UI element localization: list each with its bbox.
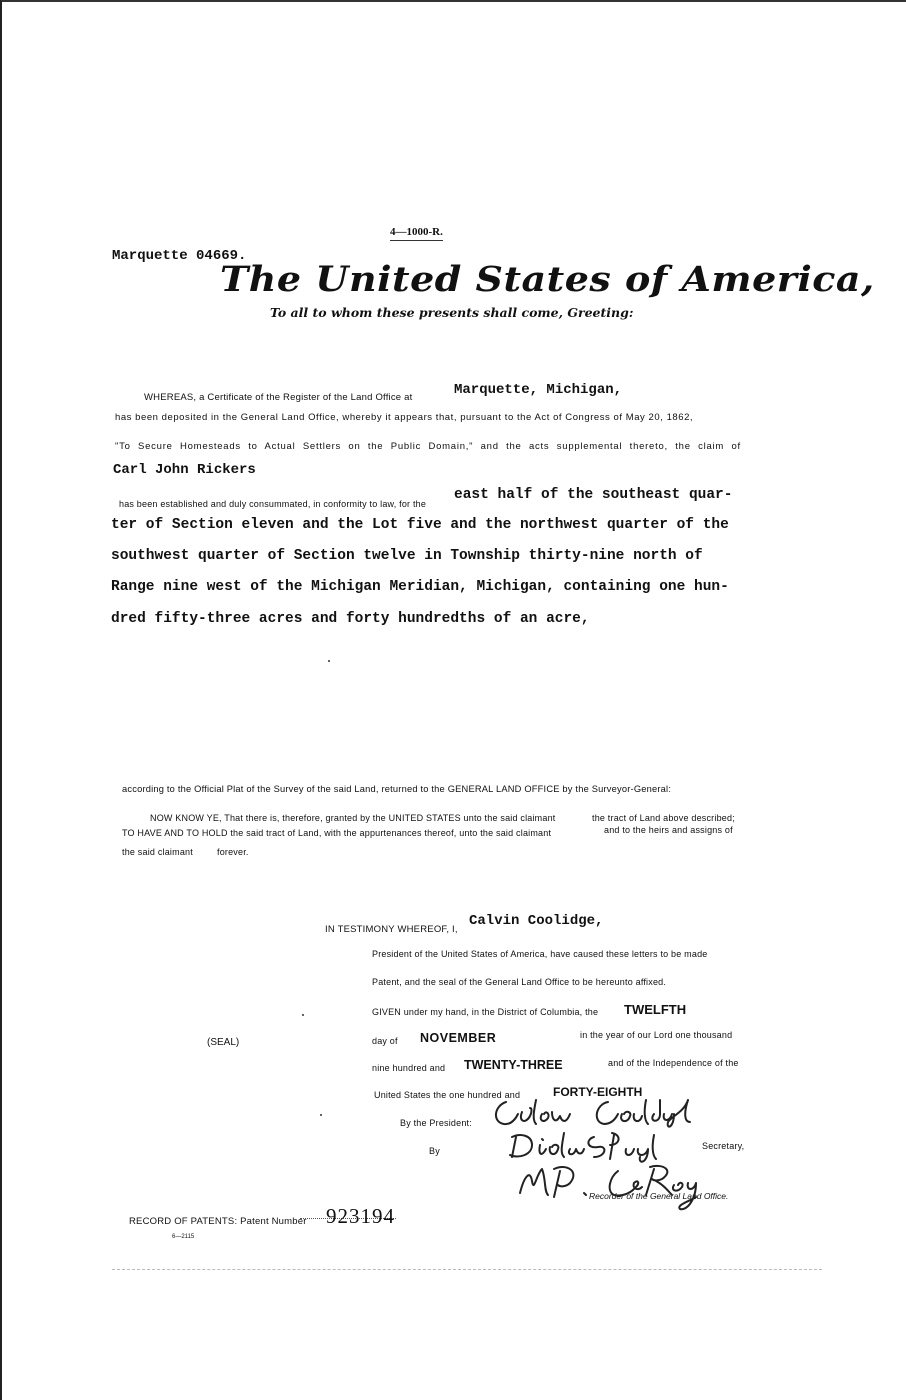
given-day: TWELFTH: [624, 1002, 687, 1017]
greeting: To all to whom these presents shall come, Greeting:: [270, 305, 634, 320]
recorder-label: Recorder of the General Land Office.: [589, 1191, 729, 1201]
now-know-line-1a: NOW KNOW YE, That there is, therefore, granted by the UNITED STATES unto the said claimant: [150, 813, 556, 823]
now-know-line-3b: forever.: [217, 847, 249, 857]
recorder-signature: [514, 1157, 734, 1217]
united-states-text: United States the one hundred and: [374, 1090, 521, 1100]
according-text: according to the Official Plat of the Survey of the said Land, returned to the GENERAL LAND OFFICE by the Surveyor-General:: [122, 784, 672, 794]
now-know-line-1b: the tract of Land above described;: [592, 813, 735, 823]
serial-number: Marquette 04669.: [112, 248, 247, 264]
claimant-name: Carl John Rickers: [113, 462, 256, 478]
testimony-line-2: Patent, and the seal of the General Land Office to be hereunto affixed.: [372, 977, 667, 987]
year-of-lord-text: in the year of our Lord one thousand: [580, 1030, 733, 1040]
scan-speck: [328, 660, 330, 662]
president-name: Calvin Coolidge,: [469, 913, 604, 929]
scan-speck: [320, 1114, 322, 1116]
day-of-label: day of: [372, 1036, 398, 1046]
testimony-intro: IN TESTIMONY WHEREOF, I,: [325, 924, 458, 935]
land-description-line-1: east half of the southeast quar-: [454, 487, 733, 503]
whereas-line-2: has been deposited in the General Land Office, whereby it appears that, pursuant to the Act of Congress of May 20, 1862,: [115, 412, 694, 423]
by-label: By: [429, 1146, 440, 1156]
record-of-patents-label: RECORD OF PATENTS: Patent Number: [129, 1216, 307, 1227]
land-office: Marquette, Michigan,: [454, 382, 623, 398]
scan-speck: [302, 1014, 304, 1016]
patent-number: 923194: [326, 1204, 395, 1228]
secretary-label: Secretary,: [702, 1141, 745, 1151]
whereas-line-5: has been established and duly consummated, in conformity to law, for the: [119, 499, 427, 509]
footer-code: 6—2115: [172, 1234, 195, 1240]
testimony-line-1: President of the United States of America, have caused these letters to be made: [372, 949, 708, 959]
given-month: NOVEMBER: [420, 1031, 497, 1045]
now-know-line-2a: TO HAVE AND TO HOLD the said tract of Land, with the appurtenances thereof, unto the said claimant: [122, 828, 552, 838]
independence-year: FORTY-EIGHTH: [553, 1085, 643, 1099]
whereas-line-3: "To Secure Homesteads to Actual Settlers on the Public Domain," and the acts supplemental thereto, the claim of: [115, 441, 741, 452]
nine-hundred-text: nine hundred and: [372, 1063, 446, 1073]
independence-text: and of the Independence of the: [608, 1058, 739, 1068]
by-president-label: By the President:: [400, 1118, 472, 1128]
bottom-rule: [112, 1269, 822, 1270]
now-know-line-2b: and to the heirs and assigns of: [604, 825, 733, 835]
now-know-line-3a: the said claimant: [122, 847, 193, 857]
land-description-line-3: southwest quarter of Section twelve in Township thirty-nine north of: [111, 548, 703, 564]
whereas-text: WHEREAS, a Certificate of the Register of the Land Office at: [144, 392, 413, 403]
form-number: 4—1000-R.: [390, 226, 443, 238]
given-year: TWENTY-THREE: [464, 1058, 563, 1072]
seal-label: (SEAL): [207, 1037, 240, 1048]
land-description-line-2: ter of Section eleven and the Lot five and the northwest quarter of the: [111, 517, 729, 533]
document-title: The United States of America,: [220, 258, 875, 300]
land-description-line-4: Range nine west of the Michigan Meridian, Michigan, containing one hun-: [111, 579, 729, 595]
testimony-line-3: GIVEN under my hand, in the District of Columbia, the: [372, 1007, 599, 1017]
land-description-line-5: dred fifty-three acres and forty hundredths of an acre,: [111, 611, 590, 627]
